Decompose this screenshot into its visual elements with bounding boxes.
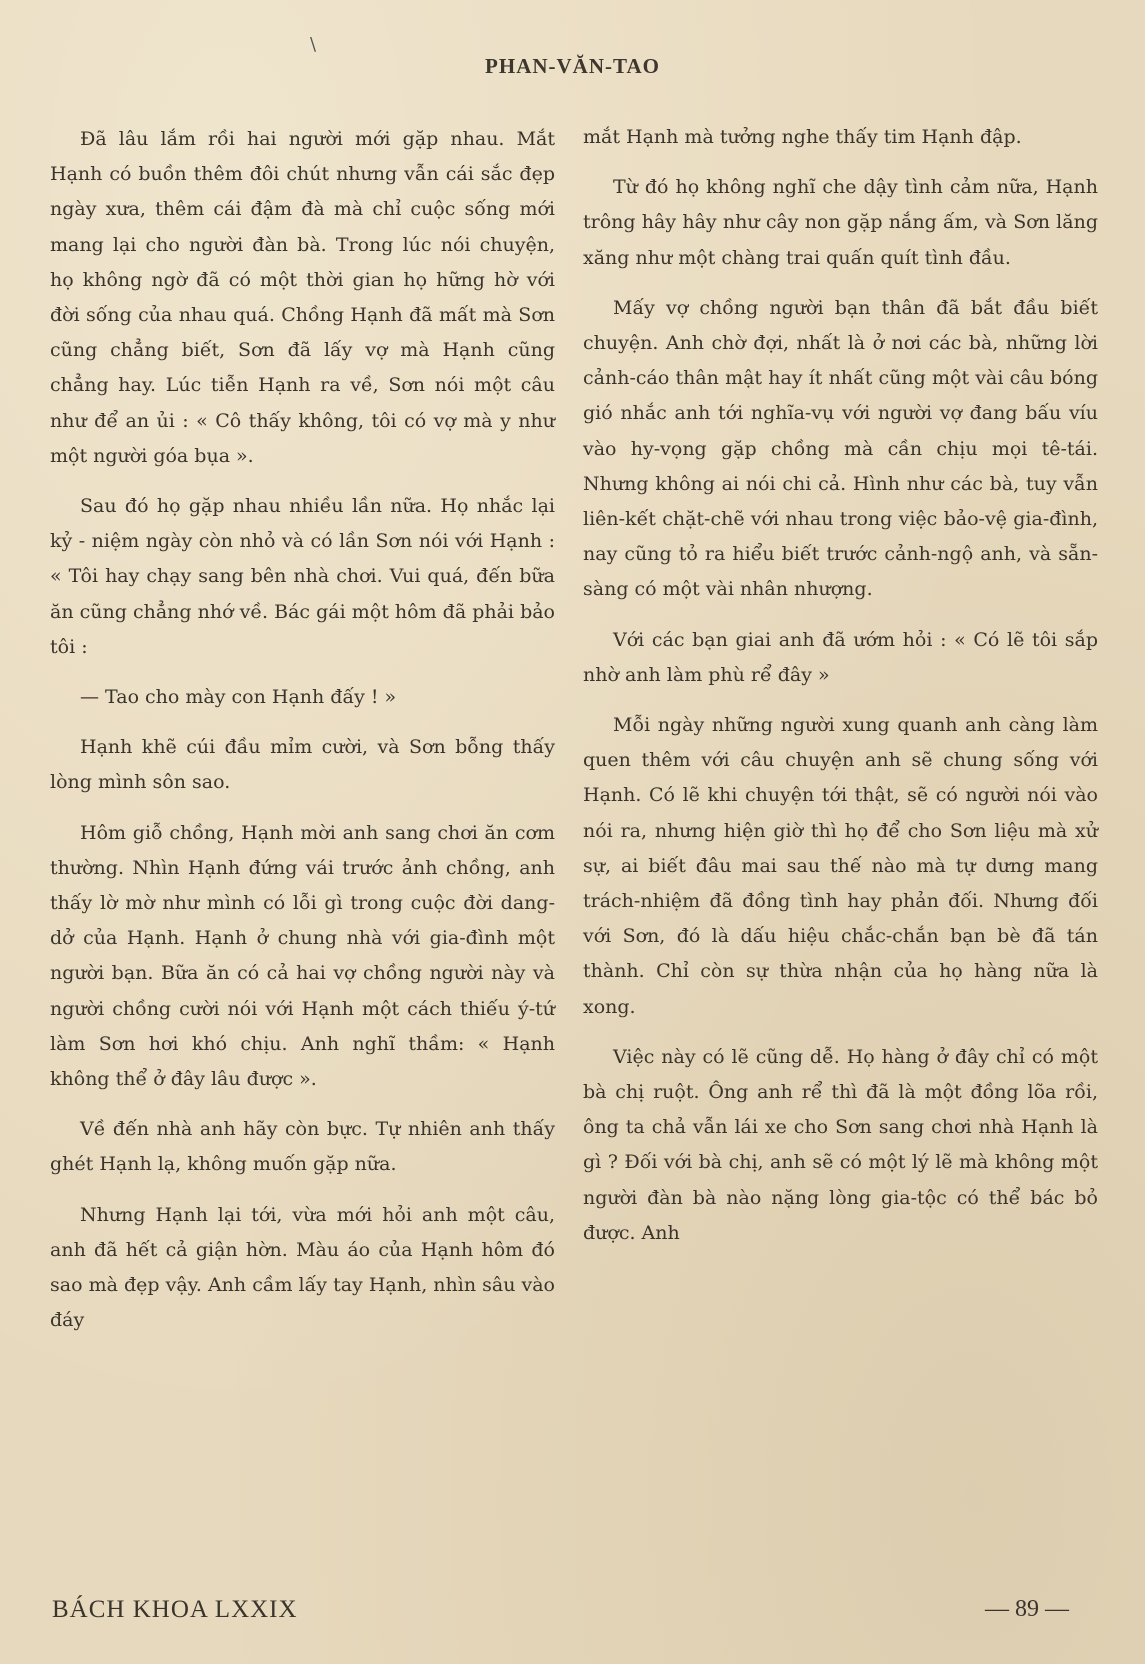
paragraph: Mỗi ngày những người xung quanh anh càng làm quen thêm với câu chuyện anh sẽ chung sống với Hạnh. Có lẽ khi chuyện tới thật, sẽ có người nói vào nói ra, nhưng hiện giờ thì họ để cho Sơn liệu mà xử sự, ai biết đâu mai sau thế nào mà tự dưng mang trách-nhiệm đã đồng tình hay phản đối. Nhưng đối với Sơn, đó là dấu hiệu chắc-chắn bạn bè đã tán thành. Chỉ còn sự thừa nhận của họ hàng nữa là xong. [583,714,1098,1018]
print-mark: \ [310,34,317,55]
paragraph: Hôm giỗ chồng, Hạnh mời anh sang chơi ăn cơm thường. Nhìn Hạnh đứng vái trước ảnh chồng, anh thấy lờ mờ như mình có lỗi gì trong cuộc đời dang-dở của Hạnh. Hạnh ở chung nhà với gia-đình một người bạn. Bữa ăn có cả hai vợ chồng người này và người chồng cười nói với Hạnh một cách thiếu ý-tứ làm Sơn hơi khó chịu. Anh nghĩ thầm: « Hạnh không thể ở đây lâu được ». [50,821,555,1091]
right-column [583,120,1098,1266]
paragraph: — Tao cho mày con Hạnh đấy ! » [80,686,397,709]
paragraph: Hạnh khẽ cúi đầu mỉm cười, và Sơn bỗng thấy lòng mình sôn sao. [50,736,555,794]
paragraph: Sau đó họ gặp nhau nhiều lần nữa. Họ nhắc lại kỷ - niệm ngày còn nhỏ và có lần Sơn nói với Hạnh : « Tôi hay chạy sang bên nhà chơi. Vui quá, đến bữa ăn cũng chẳng nhớ về. Bác gái một hôm đã phải bảo tôi : [50,495,555,658]
paragraph: Nhưng Hạnh lại tới, vừa mới hỏi anh một câu, anh đã hết cả giận hờn. Màu áo của Hạnh hôm đó sao mà đẹp vậy. Anh cầm lấy tay Hạnh, nhìn sâu vào đáy [50,1203,555,1332]
paragraph: Về đến nhà anh hãy còn bực. Tự nhiên anh thấy ghét Hạnh lạ, không muốn gặp nữa. [50,1118,555,1176]
paragraph: Đã lâu lắm rồi hai người mới gặp nhau. Mắt Hạnh có buồn thêm đôi chút nhưng vẫn cái sắc đẹp ngày xưa, thêm cái đậm đà mà chỉ cuộc sống mới mang lại cho người đàn bà. Trong lúc nói chuyện, họ không ngờ đã có một thời gian họ hững hờ với đời sống của nhau quá. Chồng Hạnh đã mất mà Sơn cũng chẳng biết, Sơn đã lấy vợ mà Hạnh cũng chẳng hay. Lúc tiễn Hạnh ra về, Sơn nói một câu như để an ủi : « Cô thấy không, tôi có vợ mà y như một người góa bụa ». [50,128,555,467]
page-number: — 89 — [985,1596,1069,1622]
paragraph-continuation: mắt Hạnh mà tưởng nghe thấy tim Hạnh đập. [583,126,1022,148]
magazine-footer: BÁCH KHOA LXXIX [52,1596,298,1623]
paragraph: Mấy vợ chồng người bạn thân đã bắt đầu biết chuyện. Anh chờ đợi, nhất là ở nơi các bà, những lời cảnh-cáo thân mật hay ít nhất cũng một vài câu bóng gió nhắc anh tới nghĩa-vụ với người vợ đang bấu víu vào hy-vọng gặp chồng mà cần chịu mọi tê-tái. Nhưng không ai nói chi cả. Hình như các bà, tuy vẫn liên-kết chặt-chẽ với nhau trong việc bảo-vệ gia-đình, nay cũng tỏ ra hiểu biết trước cảnh-ngộ anh, và sẵn-sàng có một vài nhân nhượng. [583,296,1098,601]
paragraph: Từ đó họ không nghĩ che dậy tình cảm nữa, Hạnh trông hây hây như cây non gặp nắng ấm, và Sơn lăng xăng như một chàng trai quấn quít tình đầu. [583,176,1098,269]
paragraph: Việc này có lẽ cũng dễ. Họ hàng ở đây chỉ có một bà chị ruột. Ông anh rể thì đã là một đồng lõa rồi, ông ta chả vẫn lái xe cho Sơn sang chơi nhà Hạnh là gì ? Đối với bà chị, anh sẽ có một lý lẽ mà không một người đàn bà nào nặng lòng gia-tộc có thể bác bỏ được. Anh [583,1045,1098,1244]
paragraph: Với các bạn giai anh đã ướm hỏi : « Có lẽ tôi sắp nhờ anh làm phù rể đây » [583,628,1098,686]
left-column [50,122,555,1354]
running-header: PHAN-VĂN-TAO [485,54,660,78]
